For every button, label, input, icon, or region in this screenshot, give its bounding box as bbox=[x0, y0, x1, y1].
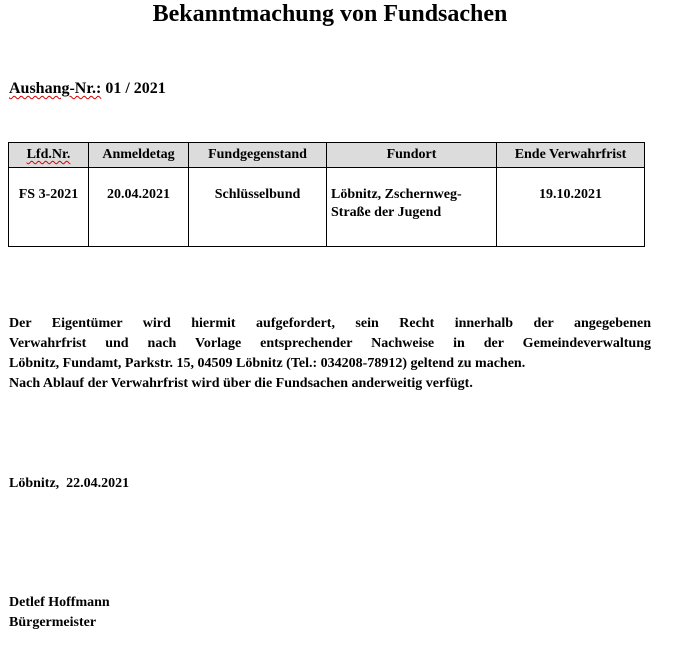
cell-fundort bbox=[327, 168, 497, 247]
notice-line: Nach Ablauf der Verwahrfrist wird über die Fundsachen anderweitig verfügt. bbox=[9, 376, 473, 391]
header-lfd-nr: Lfd.Nr. bbox=[9, 143, 89, 168]
notice-line: Der Eigentümer wird hiermit aufgefordert, sein Recht innerhalb der angegebenen bbox=[9, 316, 651, 331]
header-fundort: Fundort bbox=[327, 143, 497, 168]
fundsachen-table bbox=[8, 142, 645, 247]
signature-block bbox=[9, 593, 110, 633]
signature-name: Detlef Hoffmann bbox=[9, 595, 110, 610]
table-row bbox=[9, 168, 645, 247]
fundort-line2: Straße der Jugend bbox=[331, 205, 442, 220]
fundort-line1: Löbnitz, Zschernweg- bbox=[331, 187, 462, 202]
notice-line: Löbnitz, Fundamt, Parkstr. 15, 04509 Löbnitz (Tel.: 034208-78912) geltend zu machen. bbox=[9, 356, 526, 371]
cell-anmeldetag: 20.04.2021 bbox=[89, 168, 189, 247]
header-anmeldetag: Anmeldetag bbox=[89, 143, 189, 168]
header-ende-verwahrfrist: Ende Verwahrfrist bbox=[497, 143, 645, 168]
cell-lfd-nr: FS 3-2021 bbox=[9, 168, 89, 247]
aushang-label: Aushang-Nr.: bbox=[9, 80, 102, 97]
header-fundgegenstand: Fundgegenstand bbox=[189, 143, 327, 168]
signature-role: Bürgermeister bbox=[9, 615, 97, 630]
aushang-number bbox=[9, 79, 166, 99]
place-date: Löbnitz, 22.04.2021 bbox=[9, 476, 130, 491]
notice-paragraph bbox=[9, 314, 651, 394]
cell-ende-verwahrfrist: 19.10.2021 bbox=[497, 168, 645, 247]
aushang-value: 01 / 2021 bbox=[105, 80, 166, 97]
notice-line: Verwahrfrist und nach Vorlage entsprechender Nachweise in der Gemeindeverwaltung bbox=[9, 336, 651, 351]
table-header-row bbox=[9, 143, 645, 168]
cell-fundgegenstand: Schlüsselbund bbox=[189, 168, 327, 247]
page-title: Bekanntmachung von Fundsachen bbox=[152, 1, 508, 27]
